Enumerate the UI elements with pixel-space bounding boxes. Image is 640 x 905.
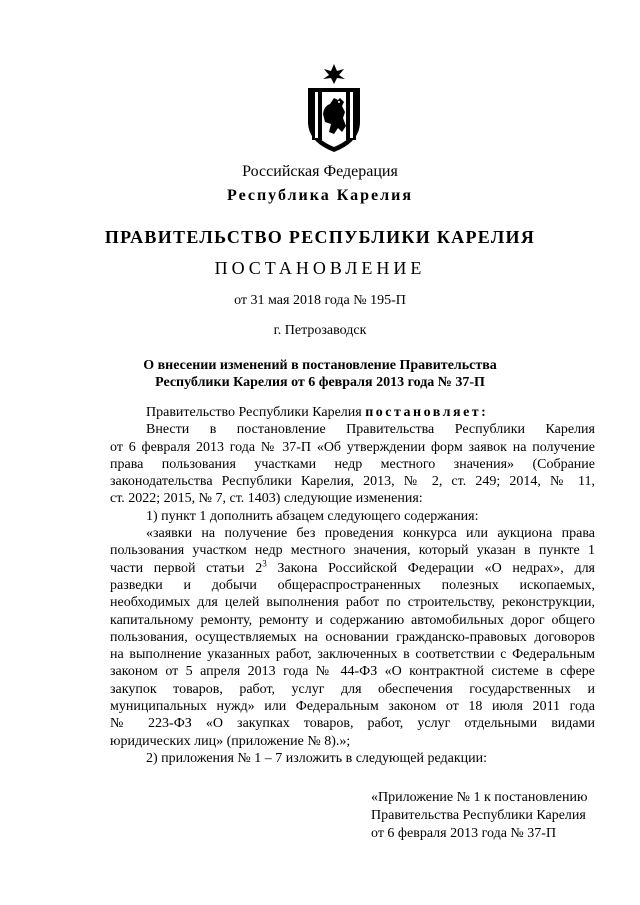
item-2-paragraph: 2) приложения № 1 – 7 изложить в следующей редакции: <box>146 750 488 766</box>
quote-line: законом от 5 апреля 2013 года № 44-ФЗ «О контрактной системе в сфере <box>110 664 595 680</box>
item-1-paragraph: 1) пункт 1 дополнить абзацем следующего содержания: <box>146 508 479 524</box>
document-type: ПОСТАНОВЛЕНИЕ <box>214 258 426 278</box>
quote-line: пользования участком недр местного значения, который указан в пункте 1 <box>110 543 595 559</box>
quote-text: части первой статьи 2 <box>110 560 263 576</box>
intro-paragraph <box>110 404 595 421</box>
quote-line: закупок товаров, работ, услуг для обеспечения государственных и <box>110 681 595 697</box>
subject-line-1: О внесении изменений в постановление Правительства <box>143 358 497 373</box>
quote-line: «заявки на получение без проведения конкурса или аукциона права <box>146 526 595 542</box>
quote-line: № 223-ФЗ «О закупках товаров, работ, услуг отдельными видами <box>110 716 595 732</box>
amend-line: Внести в постановление Правительства Республики Карелия <box>146 422 595 438</box>
amend-line: законодательства Республики Карелия, 2013, № 2, ст. 249; 2014, № 11, <box>110 474 595 490</box>
intro-text: Правительство Республики Карелия <box>146 405 366 420</box>
decree-body <box>110 404 595 767</box>
quote-line: капитальному ремонту, ремонту и содержанию автомобильных дорог общего <box>110 612 595 628</box>
quote-line: разведки и добычи общераспространенных полезных ископаемых, <box>110 577 595 593</box>
amend-line: от 6 февраля 2013 года № 37-П «Об утверждении форм заявок на получение <box>110 439 595 455</box>
annex-line: Правительства Республики Карелия <box>371 808 586 823</box>
country-name: Российская Федерация <box>242 163 398 180</box>
republic-name: Республика Карелия <box>227 187 413 204</box>
quote-line: юридических лиц» (приложение № 8).»; <box>110 733 351 749</box>
coat-of-arms-emblem <box>300 62 368 154</box>
annex-heading <box>371 789 587 843</box>
government-title: ПРАВИТЕЛЬСТВО РЕСПУБЛИКИ КАРЕЛИЯ <box>104 227 536 247</box>
amend-line: ст. 2022; 2015, № 7, ст. 1403) следующие изменения: <box>110 491 423 507</box>
article-superscript: 3 <box>262 558 267 569</box>
subject-line-2: Республики Карелия от 6 февраля 2013 года № 37-П <box>155 375 485 390</box>
quote-line: муниципальных нужд» или Федеральным законом от 18 июля 2011 года <box>110 699 595 715</box>
quote-line: необходимых для целей выполнения работ по строительству, реконструкции, <box>110 595 595 611</box>
quote-line <box>110 560 595 577</box>
amend-line: права пользования участками недр местного значения» (Собрание <box>110 456 595 472</box>
document-city: г. Петрозаводск <box>273 323 367 338</box>
annex-line: от 6 февраля 2013 года № 37-П <box>371 826 557 841</box>
quote-line: пользования, осуществляемых на основании гражданско-правовых договоров <box>110 629 595 645</box>
quote-text: Закона Российской Федерации «О недрах», для <box>266 560 595 576</box>
resolves-word: постановляет: <box>365 405 489 420</box>
quote-line: на выполнение указанных работ, заключенных в соответствии с Федеральным <box>110 647 595 663</box>
annex-line: «Приложение № 1 к постановлению <box>371 790 588 805</box>
document-date-number: от 31 мая 2018 года № 195-П <box>234 293 406 308</box>
